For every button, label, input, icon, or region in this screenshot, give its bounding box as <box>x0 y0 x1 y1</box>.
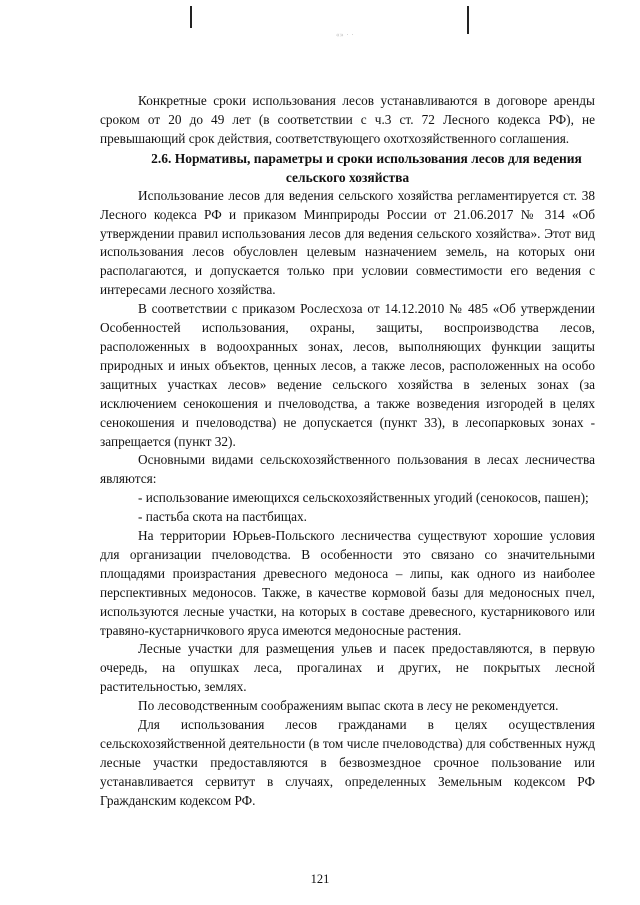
scan-edge-mark-left <box>190 6 192 28</box>
paragraph-beekeeping: На территории Юрьев-Польского лесничества существуют хорошие условия для организации пчеловодства. В особенности это связано со значительными площадями произрастания древесного медоноса – липы, как одного из наиболее перспективных медоносов. Также, в качестве кормовой базы для медоносных пчел, используются лесные участки, на которых в составе древесного, кустарникового или травяно-кустарничкового яруса имеются медоносные растения. <box>100 528 595 638</box>
paragraph-hive-placement: Лесные участки для размещения ульев и пасек предоставляются, в первую очередь, на опушках леса, прогалинах и других, не покрытых лесной растительностью, землях. <box>100 641 595 695</box>
paragraph-lease-terms: Конкретные сроки использования лесов устанавливаются в договоре аренды сроком от 20 до 49 лет (в соответствии с ч.3 ст. 72 Лесного кодекса РФ), не превышающий срок действия, соответствующего охотхозяйственного соглашения. <box>100 93 595 146</box>
paragraph-rosleskhoz-order: В соответствии с приказом Рослесхоза от 14.12.2010 № 485 «Об утверждении Особенностей использования, охраны, защиты, воспроизводства лесов, расположенных в водоохранных зонах, лесов, выполняющих функции защиты природных и иных объектов, ценных лесов, а также лесов, расположенных на особо защитных участках лесов» ведение сельского хозяйства в зеленых зонах (за исключением сенокошения и пчеловодства, а также возведения изгородей в целях сенокошения и пчеловодства) не допускается (пункт 33), в лесопарковых зонах - запрещается (пункт 32). <box>100 301 595 449</box>
faint-header-stamp: «» · · <box>336 31 355 39</box>
paragraph-regulation: Использование лесов для ведения сельского хозяйства регламентируется ст. 38 Лесного кодекса РФ и приказом Минприроды России от 21.06.2017 № 314 «Об утверждении правил использования лесов для ведения сельского хозяйства». Этот вид использования лесов обусловлен целевым назначением земель, на которых они располагаются, и допускается только при условии совместимости его ведения с интересами лесного хозяйства. <box>100 187 595 298</box>
list-item-grazing: - пастьба скота на пастбищах. <box>138 509 307 525</box>
page-body <box>100 92 595 811</box>
paragraph-citizens-use: Для использования лесов гражданами в целях осуществления сельскохозяйственной деятельности (в том числе пчеловодства) для собственных нужд лесные участки предоставляются в безвозмездное срочное пользование или устанавливается сервитут в случаях, определенных Земельным кодексом РФ Гражданским кодексом РФ. <box>100 717 595 808</box>
paragraph-grazing-not-recommended: По лесоводственным соображениям выпас скота в лесу не рекомендуется. <box>138 698 559 714</box>
list-item-agricultural-lands: - использование имеющихся сельскохозяйственных угодий (сенокосов, пашен); <box>138 490 589 506</box>
page-number: 121 <box>310 872 330 886</box>
section-heading: 2.6. Нормативы, параметры и сроки использования лесов для ведения сельского хозяйства <box>151 150 582 185</box>
scan-edge-mark-right <box>467 6 469 34</box>
paragraph-main-types: Основными видами сельскохозяйственного пользования в лесах лесничества являются: <box>100 452 595 487</box>
